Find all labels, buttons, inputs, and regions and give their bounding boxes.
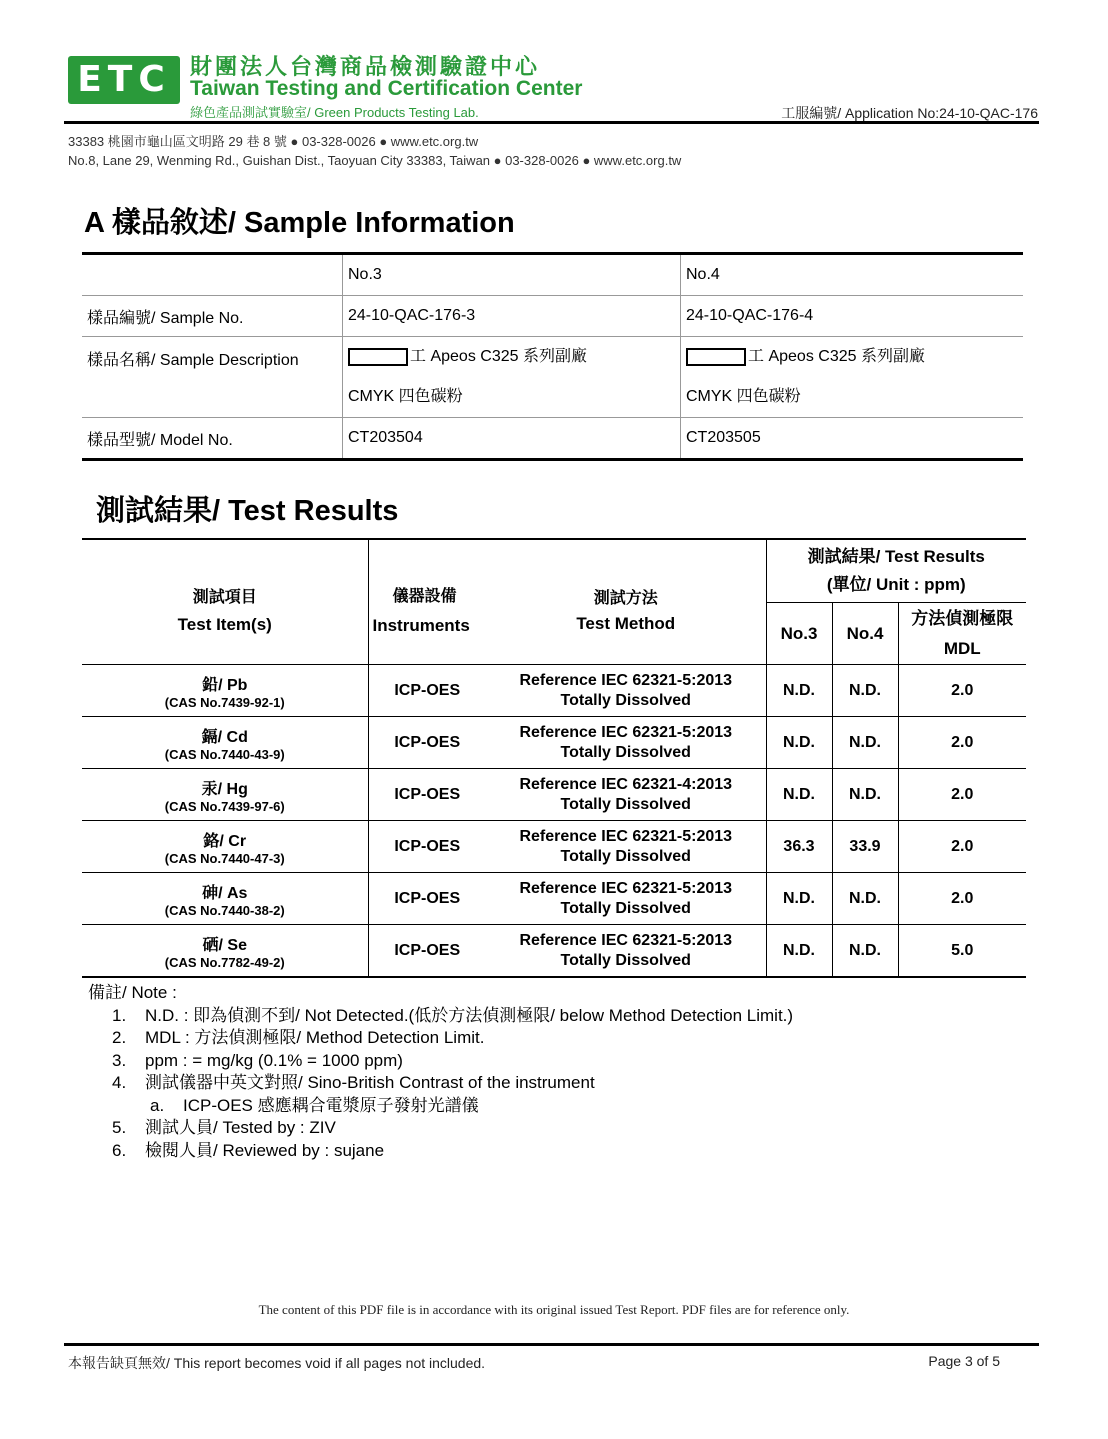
test-method [486,769,766,821]
result-no4: N.D. [832,925,898,978]
row-label: 樣品編號/ Sample No. [82,296,343,337]
header-divider [64,121,1039,124]
element-name: 硒/ Se [202,936,247,954]
note-item [88,1117,793,1140]
header-test-item [82,539,368,665]
note-text: N.D. : 即為偵測不到/ Not Detected.(低於方法偵測極限/ below Method Detection Limit.) [145,1005,794,1025]
mdl-value: 2.0 [898,873,1026,925]
header-item-cn: 測試項目 [192,588,257,606]
note-number: 4. [112,1073,127,1092]
column-header-no3: No.3 [343,254,681,296]
lab-name: 綠色產品測試實驗室/ Green Products Testing Lab. [190,105,479,120]
method-note: Totally Dissolved [560,691,691,709]
cas-number: (CAS No.7440-43-9) [164,746,285,762]
test-method [486,821,766,873]
redacted-box [686,348,746,366]
note-number: 3. [112,1050,127,1070]
table-row [82,337,1023,418]
method-reference: Reference IEC 62321-5:2013 [519,931,733,949]
note-text: 測試人員/ Tested by : ZIV [145,1118,336,1137]
etc-logo: ETC [68,56,180,104]
element-name: 鉛/ Pb [202,676,248,694]
cas-number: (CAS No.7439-92-1) [164,694,285,710]
note-number: 6. [112,1140,127,1160]
application-number: 工服編號/ Application No:24-10-QAC-176 [781,105,1038,121]
element-name: 鉻/ Cr [203,832,247,850]
test-method [486,925,766,978]
method-note: Totally Dissolved [560,951,691,969]
note-text: 檢閱人員/ Reviewed by : sujane [145,1140,385,1160]
mdl-value: 2.0 [898,665,1026,717]
result-no4: N.D. [832,873,898,925]
method-reference: Reference IEC 62321-5:2013 [519,879,733,897]
address-en: No.8, Lane 29, Wenming Rd., Guishan Dist., Taoyuan City 33383, Taiwan ● 03-328-0026 ● www.etc.org.tw [68,153,682,168]
element-name: 鎘/ Cd [201,728,248,746]
result-no4: N.D. [832,717,898,769]
sample-description-3 [343,337,681,418]
column-header-no4: No.4 [681,254,1024,296]
notes-title: 備註/ Note : [88,983,177,1002]
note-item [88,1140,793,1163]
cas-number: (CAS No.7440-38-2) [164,902,285,918]
note-number: 5. [112,1118,127,1137]
method-reference: Reference IEC 62321-5:2013 [519,723,733,741]
note-text: ICP-OES 感應耦合電漿原子發射光譜儀 [183,1095,479,1115]
table-row [82,873,1026,925]
element-name: 汞/ Hg [201,780,248,798]
note-text: 測試儀器中英文對照/ Sino-British Contrast of the instrument [145,1073,595,1092]
instrument: ICP-OES [368,873,486,925]
note-number: a. [150,1095,165,1115]
description-line1: 工 Apeos C325 系列副廠 [748,348,925,365]
void-notice: 本報告缺頁無效/ This report becomes void if all pages not included. [68,1355,486,1371]
mdl-value: 5.0 [898,925,1026,978]
table-row [82,254,1023,296]
note-item [88,1072,793,1095]
method-note: Totally Dissolved [560,899,691,917]
pdf-disclaimer: The content of this PDF file is in accordance with its original issued Test Report. PDF files are for reference only. [258,1302,850,1317]
test-item [82,769,368,821]
instrument: ICP-OES [368,769,486,821]
description-line1: 工 Apeos C325 系列副廠 [410,348,587,365]
instrument: ICP-OES [368,925,486,978]
redacted-box [348,348,408,366]
instrument: ICP-OES [368,665,486,717]
org-name-en: Taiwan Testing and Certification Center [190,77,583,100]
method-reference: Reference IEC 62321-5:2013 [519,827,733,845]
note-number: 1. [112,1005,127,1025]
note-item [88,1005,793,1028]
test-method [486,665,766,717]
test-results-table [82,538,1026,978]
table-row [82,665,1026,717]
note-item [88,1027,793,1050]
test-item [82,925,368,978]
result-no3: 36.3 [766,821,832,873]
method-note: Totally Dissolved [560,743,691,761]
mdl-value: 2.0 [898,769,1026,821]
note-text: MDL : 方法偵測極限/ Method Detection Limit. [145,1028,485,1047]
header-mdl-cn: 方法偵測極限 [911,608,1014,628]
header-instr-cn: 儀器設備 [392,587,457,605]
footer-divider [64,1343,1039,1346]
note-text: ppm : = mg/kg (0.1% = 1000 ppm) [145,1050,403,1070]
result-no3: N.D. [766,665,832,717]
header-mdl-en: MDL [943,638,981,658]
sample-no-4: 24-10-QAC-176-4 [681,296,1024,337]
notes [88,982,793,1162]
element-name: 砷/ As [202,884,248,902]
page-number: Page 3 of 5 [928,1353,1000,1369]
table-row [82,769,1026,821]
header-test-method [486,539,766,665]
cas-number: (CAS No.7440-47-3) [164,850,285,866]
header-mdl [898,603,1026,665]
test-method [486,717,766,769]
result-no4: N.D. [832,665,898,717]
model-no-4: CT203505 [686,429,761,446]
header-results [766,539,1026,603]
org-name-cn: 財團法人台灣商品檢測驗證中心 [190,55,541,80]
result-no3: N.D. [766,873,832,925]
sample-no-3: 24-10-QAC-176-3 [343,296,681,337]
row-label: 樣品型號/ Model No. [82,418,343,460]
table-cell [82,254,343,296]
row-label: 樣品名稱/ Sample Description [82,337,343,418]
sample-info-table [82,252,1023,461]
result-no3: N.D. [766,717,832,769]
note-subitem [88,1095,793,1118]
table-row [82,296,1023,337]
method-reference: Reference IEC 62321-4:2013 [519,775,733,793]
table-row [82,418,1023,460]
header-instruments [368,539,486,665]
result-no3: N.D. [766,769,832,821]
description-line2: CMYK 四色碳粉 [348,388,463,405]
method-note: Totally Dissolved [560,795,691,813]
header-item-en: Test Item(s) [177,614,272,634]
test-item [82,665,368,717]
result-no4: N.D. [832,769,898,821]
header-results-title: 測試結果/ Test Results [807,547,985,566]
description-line2: CMYK 四色碳粉 [686,388,801,405]
test-item [82,873,368,925]
test-results-title: 測試結果/ Test Results [96,495,399,527]
result-no3: N.D. [766,925,832,978]
table-row [82,821,1026,873]
note-item [88,1050,793,1073]
header-method-cn: 測試方法 [593,589,658,607]
address-cn: 33383 桃園市龜山區文明路 29 巷 8 號 ● 03-328-0026 ● www.etc.org.tw [68,134,479,149]
instrument: ICP-OES [368,717,486,769]
cas-number: (CAS No.7439-97-6) [164,798,285,814]
sample-info-title: A 樣品敘述/ Sample Information [84,207,515,239]
mdl-value: 2.0 [898,717,1026,769]
header-no3: No.3 [766,603,832,665]
header-unit: (單位/ Unit : ppm) [826,575,966,594]
table-row [82,717,1026,769]
sample-description-4 [681,337,1024,418]
model-no-3: CT203504 [343,418,681,460]
table-row [82,925,1026,978]
note-number: 2. [112,1028,127,1047]
test-method [486,873,766,925]
cas-number: (CAS No.7782-49-2) [164,954,285,970]
test-item [82,821,368,873]
mdl-value: 2.0 [898,821,1026,873]
method-reference: Reference IEC 62321-5:2013 [519,671,733,689]
result-no4: 33.9 [832,821,898,873]
method-note: Totally Dissolved [560,847,691,865]
header-instr-en: Instruments [372,615,470,635]
header-method-en: Test Method [576,613,676,633]
test-item [82,717,368,769]
header-no4: No.4 [832,603,898,665]
instrument: ICP-OES [368,821,486,873]
